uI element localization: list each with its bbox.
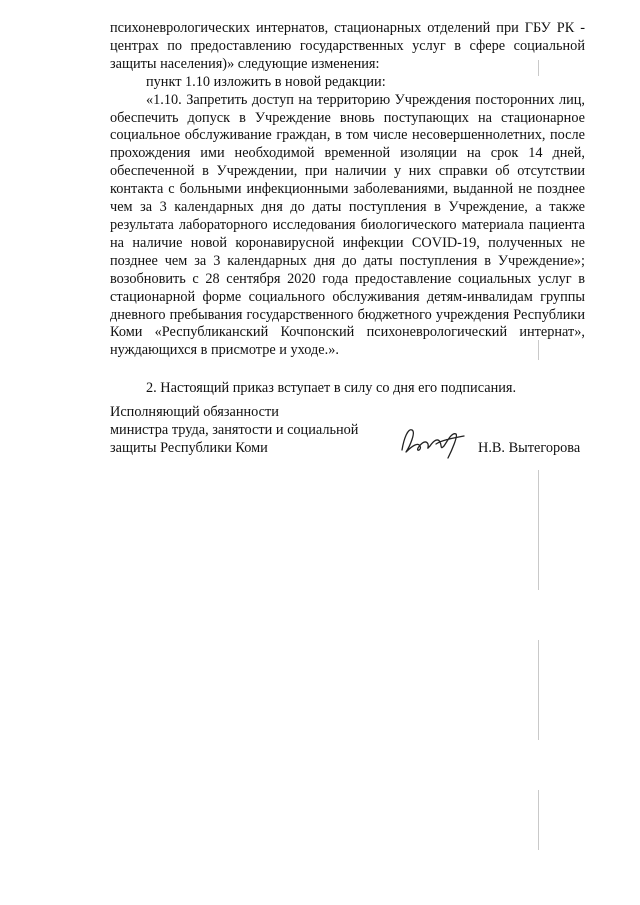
scan-artifact-line xyxy=(538,640,539,740)
document-body xyxy=(110,20,585,398)
signer-name: Н.В. Вытегорова xyxy=(478,440,581,456)
scan-artifact-line xyxy=(538,470,539,590)
scan-artifact-line xyxy=(538,340,539,360)
signer-title-line: защиты Республики Коми xyxy=(110,439,268,456)
handwritten-signature xyxy=(396,420,468,462)
signer-title-line: Исполняющий обязанности xyxy=(110,404,279,420)
paragraph-point-text: «1.10. Запретить доступ на территорию Учреждения посторонних лиц, обеспечить допуск в Учреждение вновь поступающих на стационарное социальное обслуживание граждан, в том числе несовершеннолетних, после прохождения ими необходимой временной изоляции на срок 14 дней, обеспеченной в Учреждении, при наличии у них справки об отсутствии контакта с больными инфекционными заболеваниями, выданной не позднее чем за 3 календарных дня до даты поступления в Учреждение, а также результата лабораторного исследования биологического материала пациента на наличие новой коронавирусной инфекции COVID-19, полученных не позднее чем за 3 календарных дня до даты поступления в Учреждение»; возобновить с 28 сентября 2020 года предоставление социальных услуг в стационарной форме социального обслуживания детям-инвалидам группы дневного пребывания государственного бюджетного учреждения Республики Коми «Республиканский Кочпонский психоневрологический интернат», нуждающихся в присмотре и уходе.». xyxy=(110,91,585,359)
signature-block xyxy=(110,404,590,458)
paragraph-gap xyxy=(110,360,585,380)
paragraph-point-intro: пункт 1.10 изложить в новой редакции: xyxy=(146,73,386,90)
paragraph-effective-clause: 2. Настоящий приказ вступает в силу со дня его подписания. xyxy=(146,380,517,397)
scan-artifact-line xyxy=(538,60,539,76)
paragraph-continuation: психоневрологических интернатов, стационарных отделений при ГБУ РК - центрах по предоставлению государственных услуг в сфере социальной защиты населения)» следующие изменения: xyxy=(110,20,585,72)
signer-title-line: министра труда, занятости и социальной xyxy=(110,421,359,438)
scan-artifact-line xyxy=(538,790,539,850)
